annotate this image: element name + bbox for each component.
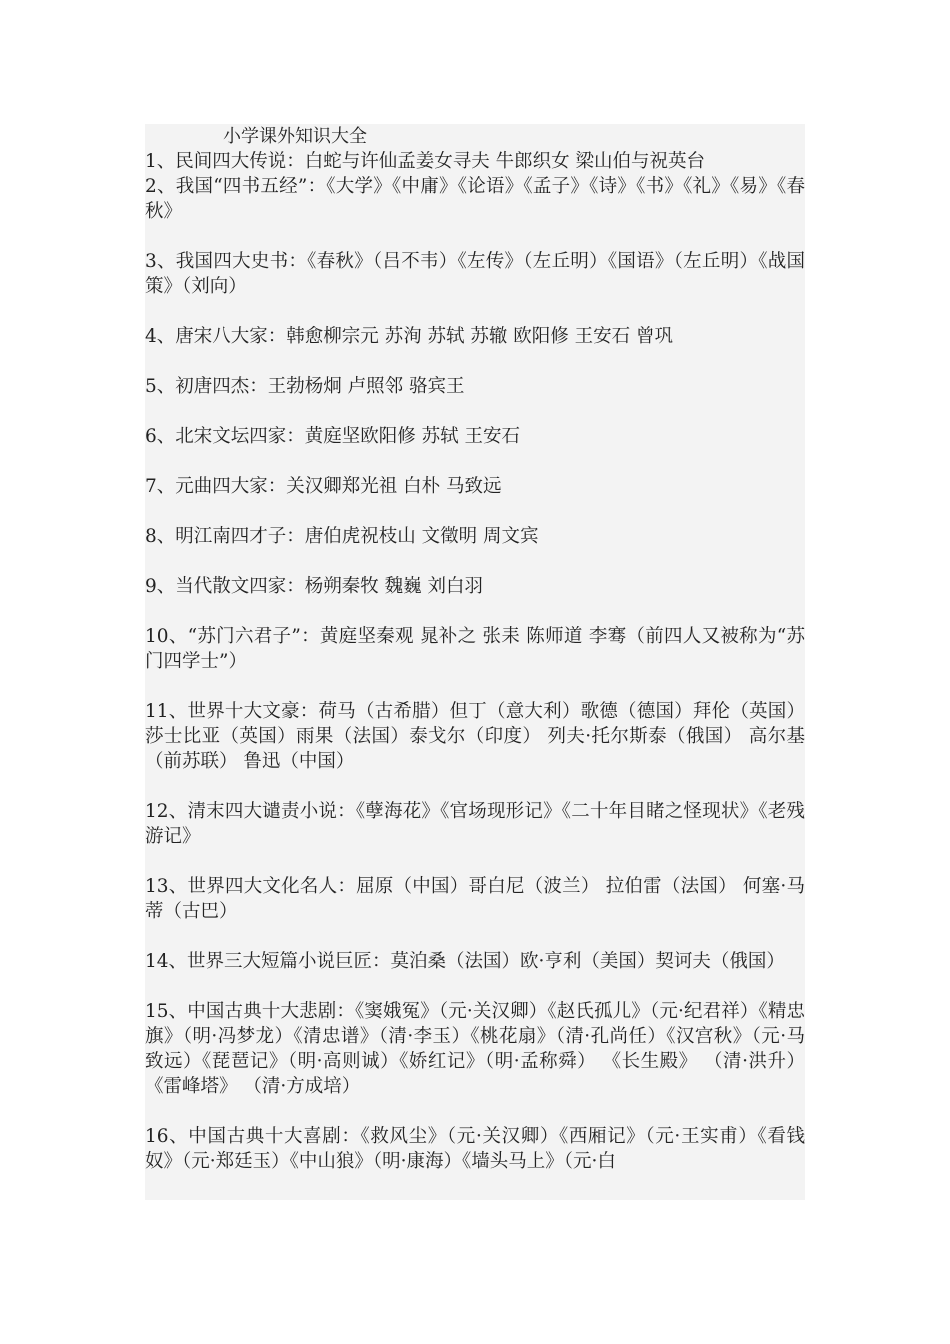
list-item: 14、世界三大短篇小说巨匠：莫泊桑（法国）欧·亨利（美国）契诃夫（俄国） (145, 951, 785, 972)
list-item: 5、初唐四杰：王勃杨炯 卢照邻 骆宾王 (145, 376, 465, 397)
document-body (145, 124, 805, 1200)
list-item: 4、唐宋八大家：韩愈柳宗元 苏洵 苏轼 苏辙 欧阳修 王安石 曾巩 (145, 326, 674, 347)
list-item: 3、我国四大史书：《春秋》（吕不韦）《左传》（左丘明）《国语》（左丘明）《战国策》（刘向） (145, 251, 805, 297)
list-item: 13、世界四大文化名人：屈原（中国）哥白尼（波兰） 拉伯雷（法国） 何塞·马蒂（古巴） (145, 876, 805, 922)
list-item: 2、我国“四书五经”：《大学》《中庸》《论语》《孟子》《诗》《书》《礼》《易》《春秋》 (145, 176, 805, 222)
list-item: 8、明江南四才子：唐伯虎祝枝山 文徵明 周文宾 (145, 526, 539, 547)
list-item: 16、中国古典十大喜剧：《救风尘》（元·关汉卿）《西厢记》（元·王实甫）《看钱奴》（元·郑廷玉）《中山狼》（明·康海）《墙头马上》（元·白 (145, 1126, 805, 1172)
list-item: 10、“苏门六君子”：黄庭坚秦观 晁补之 张耒 陈师道 李骞（前四人又被称为“苏门四学士”） (145, 626, 805, 672)
list-item: 11、世界十大文豪：荷马（古希腊）但丁（意大利）歌德（德国）拜伦（英国） 莎士比亚（英国）雨果（法国）泰戈尔（印度） 列夫·托尔斯泰（俄国） 高尔基（前苏联） 鲁迅（中国） (145, 701, 805, 772)
document-title: 小学课外知识大全 (223, 126, 367, 147)
list-item: 7、元曲四大家：关汉卿郑光祖 白朴 马致远 (145, 476, 502, 497)
list-item: 12、清末四大谴责小说：《孽海花》《官场现形记》《二十年目睹之怪现状》《老残游记》 (145, 801, 805, 847)
list-item: 9、当代散文四家：杨朔秦牧 魏巍 刘白羽 (145, 576, 484, 597)
list-item: 15、中国古典十大悲剧：《窦娥冤》（元·关汉卿）《赵氏孤儿》（元·纪君祥）《精忠旗》（明·冯梦龙）《清忠谱》（清·李玉）《桃花扇》（清·孔尚任）《汉宫秋》（元·马致远）《琵琶记》（明·高则诚）《娇红记》（明·孟称舜） 《长生殿》 （清·洪升） 《雷峰塔》 （清·方成培） (145, 1001, 805, 1097)
list-item: 6、北宋文坛四家：黄庭坚欧阳修 苏轼 王安石 (145, 426, 521, 447)
list-item: 1、民间四大传说：白蛇与许仙孟姜女寻夫 牛郎织女 梁山伯与祝英台 (145, 151, 706, 172)
